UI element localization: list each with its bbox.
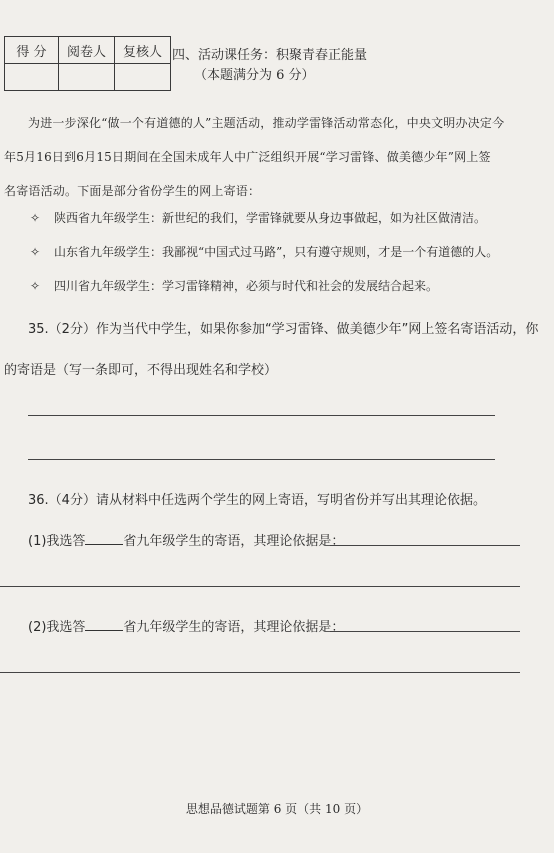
score-table-entry-row <box>5 64 171 91</box>
grader-header: 阅卷人 <box>59 37 115 64</box>
answer-line-35-2[interactable] <box>28 459 495 460</box>
score-table-header-row <box>5 37 171 64</box>
section-title: 四、活动课任务：积聚青春正能量 <box>172 48 368 63</box>
message-item <box>30 209 486 226</box>
message-item <box>30 277 438 294</box>
message-text: 山东省九年级学生：我鄙视“中国式过马路”，只有遵守规则，才是一个有道德的人。 <box>54 245 499 259</box>
message-text: 陕西省九年级学生：新世纪的我们，学雷锋就要从身边事做起，如为社区做清洁。 <box>54 211 487 225</box>
part-2-prefix: (2)我选答 <box>28 620 86 635</box>
province-blank-2[interactable] <box>85 620 123 631</box>
section-score-note: （本题满分为 6 分） <box>194 68 315 83</box>
sparkle-bullet-icon: ✧ <box>30 211 41 225</box>
question-35-line-1: 35.（2分）作为当代中学生，如果你参加“学习雷锋、做美德少年”网上签名寄语活动，你 <box>28 322 539 337</box>
reviewer-cell[interactable] <box>115 64 171 91</box>
message-text: 四川省九年级学生：学习雷锋精神，必须与时代和社会的发展结合起来。 <box>54 279 439 293</box>
score-header: 得 分 <box>5 37 59 64</box>
question-36-part-2 <box>28 616 344 635</box>
province-blank-1[interactable] <box>85 534 123 545</box>
part-1-suffix: 省九年级学生的寄语，其理论依据是： <box>123 534 345 549</box>
score-cell[interactable] <box>5 64 59 91</box>
grader-cell[interactable] <box>59 64 115 91</box>
message-item <box>30 243 498 260</box>
answer-line-36-1b[interactable] <box>0 586 520 587</box>
sparkle-bullet-icon: ✧ <box>30 245 41 259</box>
page-footer: 思想品德试题第 6 页（共 10 页） <box>185 802 369 816</box>
answer-line-35-1[interactable] <box>28 415 495 416</box>
question-36-stem: 36.（4分）请从材料中任选两个学生的网上寄语，写明省份并写出其理论依据。 <box>28 493 486 508</box>
intro-line-3: 名寄语活动。下面是部分省份学生的网上寄语： <box>4 184 261 198</box>
answer-line-36-2b[interactable] <box>0 672 520 673</box>
sparkle-bullet-icon: ✧ <box>30 279 41 293</box>
score-table <box>4 36 171 91</box>
answer-line-36-1a[interactable] <box>330 545 520 546</box>
intro-line-1: 为进一步深化“做一个有道德的人”主题活动，推动学雷锋活动常态化，中央文明办决定今 <box>28 116 505 130</box>
intro-line-2: 年5月16日到6月15日期间在全国未成年人中广泛组织开展“学习雷锋、做美德少年”网上签 <box>4 150 491 164</box>
part-2-suffix: 省九年级学生的寄语，其理论依据是： <box>123 620 345 635</box>
question-36-part-1 <box>28 530 344 549</box>
question-35-line-2: 的寄语是（写一条即可，不得出现姓名和学校） <box>4 363 278 378</box>
answer-line-36-2a[interactable] <box>330 631 520 632</box>
part-1-prefix: (1)我选答 <box>28 534 86 549</box>
reviewer-header: 复核人 <box>115 37 171 64</box>
